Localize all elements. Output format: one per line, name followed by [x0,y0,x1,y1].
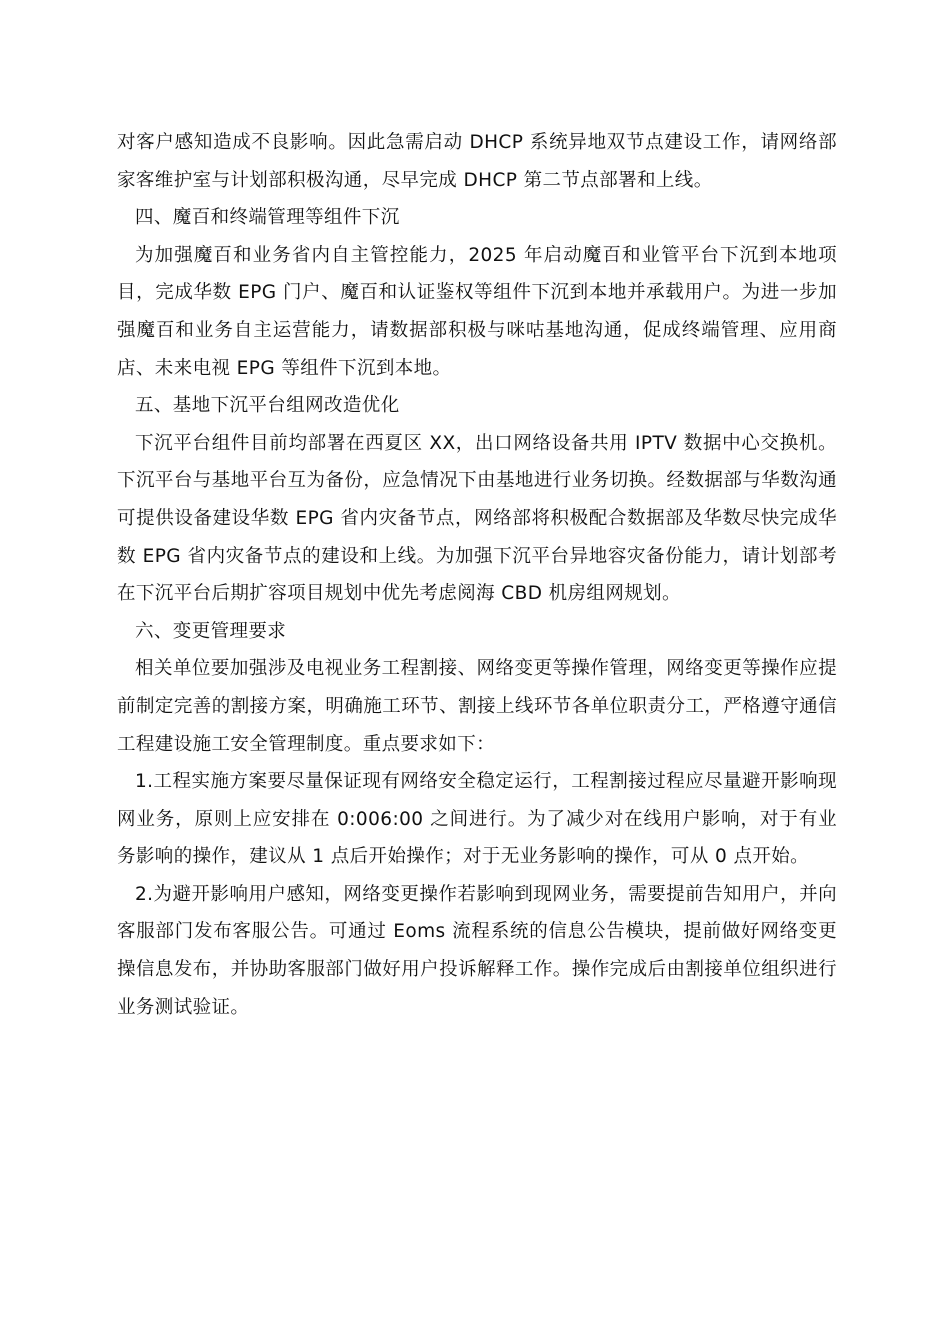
section-heading: 六、变更管理要求 [135,620,287,642]
list-item: 1.工程实施方案要尽量保证现有网络安全稳定运行，工程割接过程应尽量避开影响现网业务，原则上应安排在 0:006:00 之间进行。为了减少对在线用户影响，对于有业务影响的操作，建议从 1 点后开始操作；对于无业务影响的操作，可从 0 点开始。 [117,771,837,868]
body-paragraph: 相关单位要加强涉及电视业务工程割接、网络变更等操作管理，网络变更等操作应提前制定完善的割接方案，明确施工环节、割接上线环节各单位职责分工，严格遵守通信工程建设施工安全管理制度。重点要求如下： [117,658,837,755]
body-paragraph: 为加强魔百和业务省内自主管控能力，2025 年启动魔百和业管平台下沉到本地项目，完成华数 EPG 门户、魔百和认证鉴权等组件下沉到本地并承载用户。为进一步加强魔百和业务自主运营能力，请数据部积极与咪咕基地沟通，促成终端管理、应用商店、未来电视 EPG 等组件下沉到本地。 [117,244,837,379]
section-heading: 五、基地下沉平台组网改造优化 [135,395,400,417]
body-paragraph: 对客户感知造成不良影响。因此急需启动 DHCP 系统异地双节点建设工作，请网络部家客维护室与计划部积极沟通，尽早完成 DHCP 第二节点部署和上线。 [117,132,837,191]
document-page [117,124,837,1026]
list-item: 2.为避开影响用户感知，网络变更操作若影响到现网业务，需要提前告知用户，并向客服部门发布客服公告。可通过 Eoms 流程系统的信息公告模块，提前做好网络变更操信息发布，并协助客服部门做好用户投诉解释工作。操作完成后由割接单位组织进行业务测试验证。 [117,883,837,1018]
section-heading: 四、魔百和终端管理等组件下沉 [135,207,400,229]
body-paragraph: 下沉平台组件目前均部署在西夏区 XX，出口网络设备共用 IPTV 数据中心交换机。下沉平台与基地平台互为备份，应急情况下由基地进行业务切换。经数据部与华数沟通可提供设备建设华数 EPG 省内灾备节点，网络部将积极配合数据部及华数尽快完成华数 EPG 省内灾备节点的建设和上线。为加强下沉平台异地容灾备份能力，请计划部考在下沉平台后期扩容项目规划中优先考虑阅海 CBD 机房组网规划。 [117,432,837,605]
